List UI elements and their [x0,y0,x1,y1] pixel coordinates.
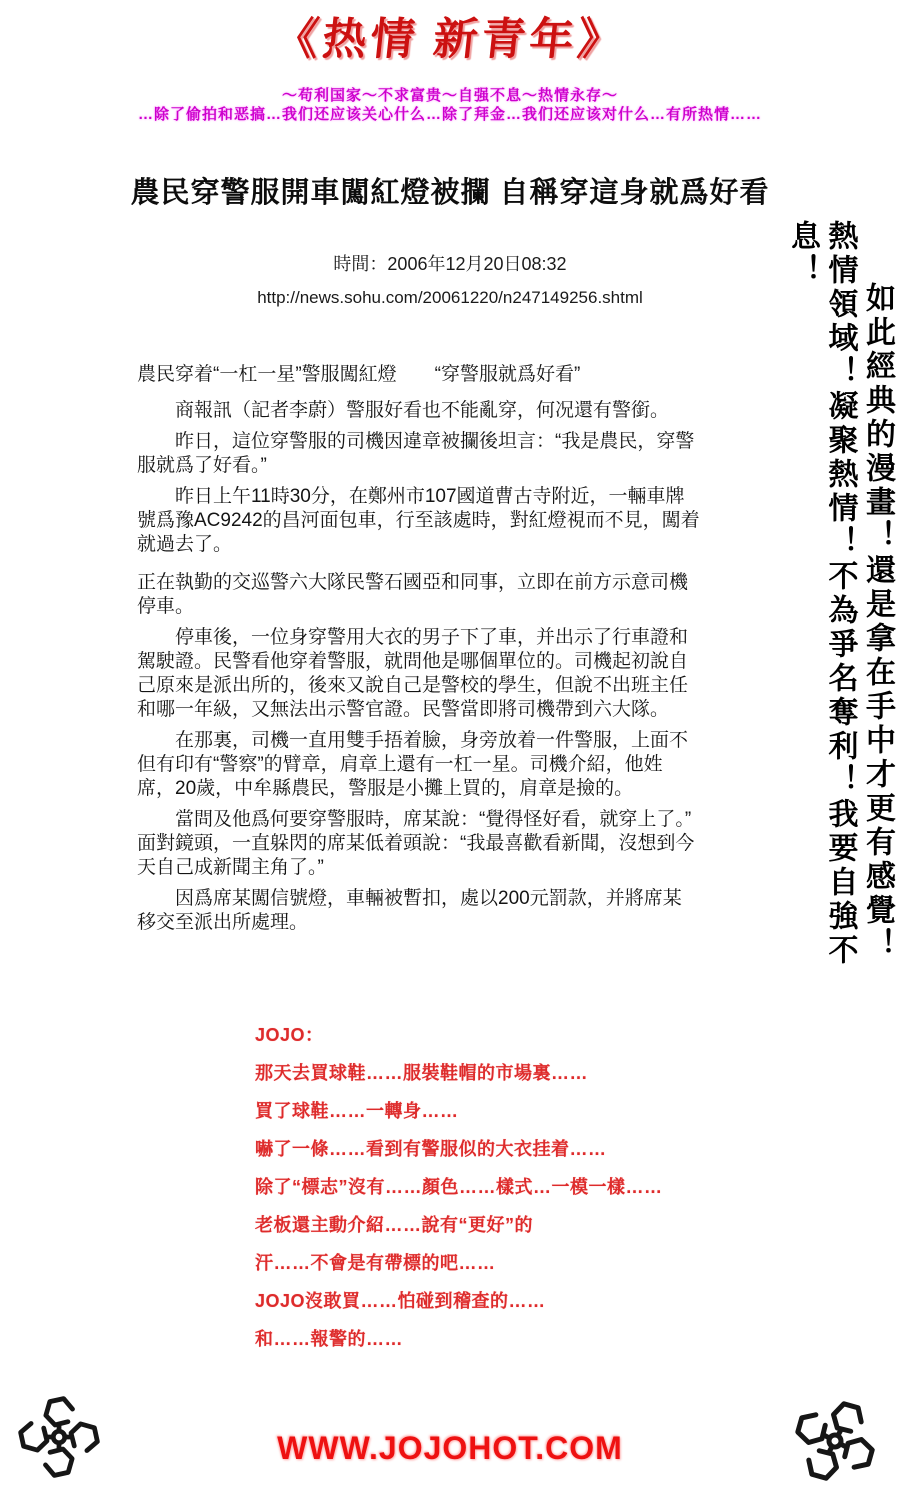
motto-block [20,86,880,124]
jojo-comment-line: 嚇了一條……看到有警服似的大衣挂着…… [255,1139,607,1159]
article-paragraph: 在那裏，司機一直用雙手捂着臉，身旁放着一件警服，上面不但有印有“警察”的臂章，肩章上還有一杠一星。司機介紹，他姓席，20歲，中牟縣農民，警服是小攤上買的，肩章是撿的。 [137,730,689,799]
jojo-comment-line: 那天去買球鞋……服裝鞋帽的市場裏…… [255,1063,588,1083]
article-paragraph: 停車後，一位身穿警用大衣的男子下了車，并出示了行車證和駕駛證。民警看他穿着警服，就問他是哪個單位的。司機起初說自己原來是派出所的，後來又說自己是警校的學生，但說不出班主任和哪一年級，又無法出示警官證。民警當即將司機帶到六大隊。 [137,627,689,720]
jojo-comment-line: 老板還主動介紹……說有“更好”的 [255,1215,533,1235]
motto-line-1: ～苟利国家～不求富贵～自强不息～热情永存～ [281,87,618,104]
article-paragraph: 因爲席某闖信號燈，車輛被暫扣，處以200元罰款，并將席某移交至派出所處理。 [137,888,682,933]
article-source-url[interactable]: http://news.sohu.com/20061220/n247149256.shtml [257,288,643,307]
pinwheel-ornament-icon [16,1390,102,1484]
vertical-slogan-outer: 熱情領域！凝聚熱情！不為爭名奪利！我要自強不息！ [786,220,857,968]
jojo-comment-line: 買了球鞋……一轉身…… [255,1101,459,1121]
article-paragraph: 商報訊（記者李蔚）警服好看也不能亂穿，何况還有警銜。 [175,400,670,421]
article-headline: 農民穿警服開車闖紅燈被攔 自稱穿這身就爲好看 [130,177,770,209]
article-paragraph: 昨日，這位穿警服的司機因違章被攔後坦言：“我是農民，穿警服就爲了好看。” [137,431,695,476]
article-paragraph: 當問及他爲何要穿警服時，席某說：“覺得怪好看，就穿上了。”面對鏡頭，一直躲閃的席某低着頭說：“我最喜歡看新聞，沒想到今天自己成新聞主角了。” [137,809,695,878]
jojo-comment-block [255,1026,735,1368]
zine-title: 《热情 新青年》 [271,15,629,64]
jojo-comment-line: 除了“標志”沒有……顏色……樣式…一模一樣…… [255,1177,663,1197]
article-subtitle: 農民穿着“一杠一星”警服闖紅燈 “穿警服就爲好看” [137,364,581,385]
article-time: 時間：2006年12月20日08:32 [333,254,567,274]
article-paragraph: 昨日上午11時30分，在鄭州市107國道曹古寺附近，一輛車牌號爲豫AC9242的昌河面包車，行至該處時，對紅燈視而不見，闖着就過去了。 [137,486,700,555]
jojo-comment-line: 和……報警的…… [255,1329,403,1349]
jojo-comment-line: JOJO： [255,1025,324,1045]
vertical-slogan-banner [786,220,896,970]
jojo-comment-line: JOJO沒敢買……怕碰到稽查的…… [255,1291,546,1311]
pinwheel-ornament-icon [772,1377,897,1500]
motto-line-2: …除了偷拍和恶搞…我们还应该关心什么…除了拜金…我们还应该对什么…有所热情…… [137,106,762,123]
article-body [137,363,700,942]
article-paragraph: 正在執勤的交巡警六大隊民警石國亞和同事，立即在前方示意司機停車。 [137,572,689,617]
vertical-slogan-inner: 如此經典的漫畫！還是拿在手中才更有感覺！ [861,282,894,962]
site-logo-link[interactable]: WWW.JOJOHOT.COM [277,1430,623,1466]
jojo-comment-line: 汗……不會是有帶標的吧…… [255,1253,496,1273]
masthead [20,14,880,124]
